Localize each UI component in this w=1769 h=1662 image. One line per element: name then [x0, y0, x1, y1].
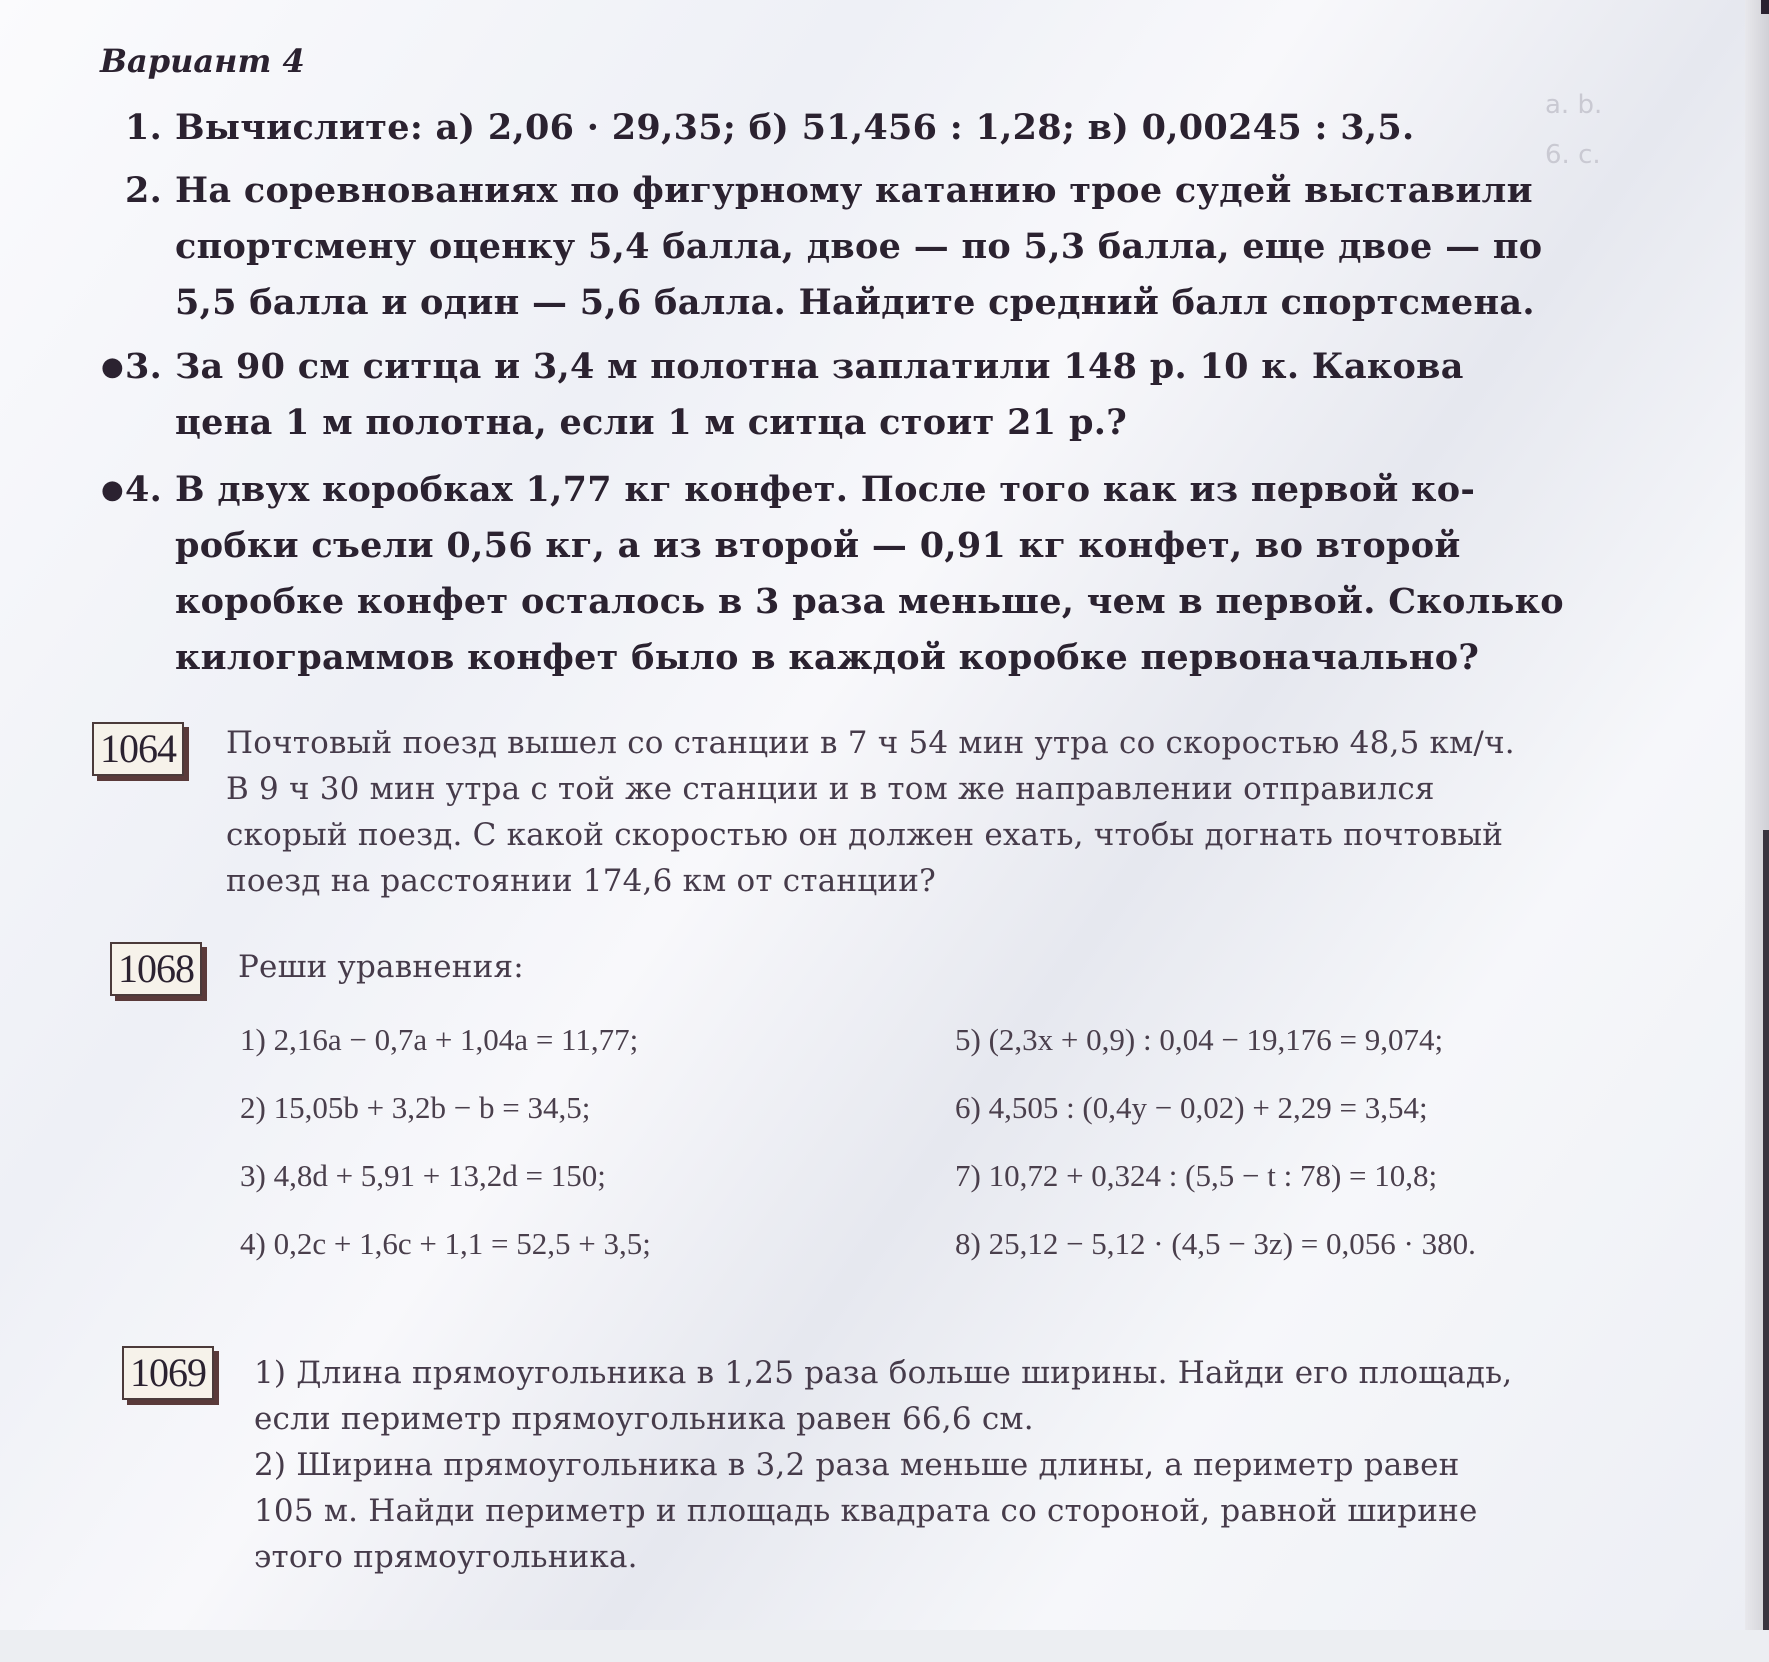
task-line: спортсмену оценку 5,4 балла, двое — по 5,3 балла, еще двое — по — [175, 226, 1543, 267]
task-line: За 90 см ситца и 3,4 м полотна заплатили 148 р. 10 к. Какова — [175, 346, 1464, 387]
equation: 6) 4,505 : (0,4y − 0,02) + 2,29 = 3,54; — [955, 1090, 1428, 1125]
exercise-line: скорый поезд. С какой скоростью он должен ехать, чтобы догнать почтовый — [226, 817, 1504, 853]
exercise-line: этого прямоугольника. — [254, 1539, 638, 1575]
pencil-note: 6. c. — [1545, 140, 1601, 170]
exercise-text — [254, 1350, 1512, 1580]
exercise-number-badge: 1069 — [122, 1346, 214, 1400]
task-4 — [101, 462, 1564, 686]
bullet-icon: ● — [101, 352, 124, 382]
exercise-line: Почтовый поезд вышел со станции в 7 ч 54 мин утра со скоростью 48,5 км/ч. — [226, 725, 1515, 761]
exercise-line: если периметр прямоугольника равен 66,6 см. — [254, 1401, 1034, 1437]
task-number: 2. — [125, 170, 163, 211]
equation: 7) 10,72 + 0,324 : (5,5 − t : 78) = 10,8; — [955, 1158, 1438, 1193]
equation: 2) 15,05b + 3,2b − b = 34,5; — [240, 1090, 591, 1125]
bullet-icon: ● — [101, 475, 124, 505]
equation: 8) 25,12 − 5,12 · (4,5 − 3z) = 0,056 · 380. — [955, 1226, 1476, 1261]
task-line: килограммов конфет было в каждой коробке первоначально? — [175, 637, 1480, 678]
exercise-line: В 9 ч 30 мин утра с той же станции и в том же направлении отправился — [226, 771, 1435, 807]
task-number: 3. — [125, 346, 163, 387]
equation: 1) 2,16a − 0,7a + 1,04a = 11,77; — [240, 1022, 639, 1057]
task-2 — [125, 163, 1543, 331]
exercise-text — [226, 720, 1515, 904]
task-3 — [101, 339, 1464, 451]
exercise-line: поезд на расстоянии 174,6 км от станции? — [226, 863, 936, 899]
task-line: На соревнованиях по фигурному катанию трое судей выставили — [175, 170, 1533, 211]
exercise-number-badge: 1068 — [110, 942, 202, 996]
equation: 4) 0,2c + 1,6c + 1,1 = 52,5 + 3,5; — [240, 1226, 651, 1261]
exercise-heading: Реши уравнения: — [238, 949, 524, 985]
task-number: 4. — [125, 469, 163, 510]
exercise-line: 1) Длина прямоугольника в 1,25 раза больше ширины. Найди его площадь, — [254, 1355, 1513, 1391]
exercise-line: 105 м. Найди периметр и площадь квадрата со стороной, равной ширине — [254, 1493, 1478, 1529]
task-line: коробке конфет осталось в 3 раза меньше, чем в первой. Сколько — [175, 581, 1564, 622]
variant-title: Вариант 4 — [100, 42, 305, 80]
task-line: 5,5 балла и один — 5,6 балла. Найдите средний балл спортсмена. — [175, 282, 1535, 323]
task-line: цена 1 м полотна, если 1 м ситца стоит 21 р.? — [175, 402, 1128, 443]
exercise-line: 2) Ширина прямоугольника в 3,2 раза меньше длины, а периметр равен — [254, 1447, 1460, 1483]
task-line: В двух коробках 1,77 кг конфет. После того как из первой ко- — [175, 469, 1476, 510]
page-edge-mark — [1761, 0, 1769, 14]
equation: 3) 4,8d + 5,91 + 13,2d = 150; — [240, 1158, 606, 1193]
task-line: робки съели 0,56 кг, а из второй — 0,91 кг конфет, во второй — [175, 525, 1461, 566]
pencil-note: a. b. — [1545, 90, 1603, 120]
task-number: 1. — [125, 107, 163, 148]
page-edge-shadow — [1763, 830, 1769, 1660]
task-line: Вычислите: а) 2,06 · 29,35; б) 51,456 : 1,28; в) 0,00245 : 3,5. — [175, 107, 1415, 148]
exercise-number-badge: 1064 — [92, 722, 184, 776]
equation: 5) (2,3x + 0,9) : 0,04 − 19,176 = 9,074; — [955, 1022, 1444, 1057]
task-1 — [125, 100, 1415, 156]
page-bottom-band — [0, 1630, 1769, 1662]
